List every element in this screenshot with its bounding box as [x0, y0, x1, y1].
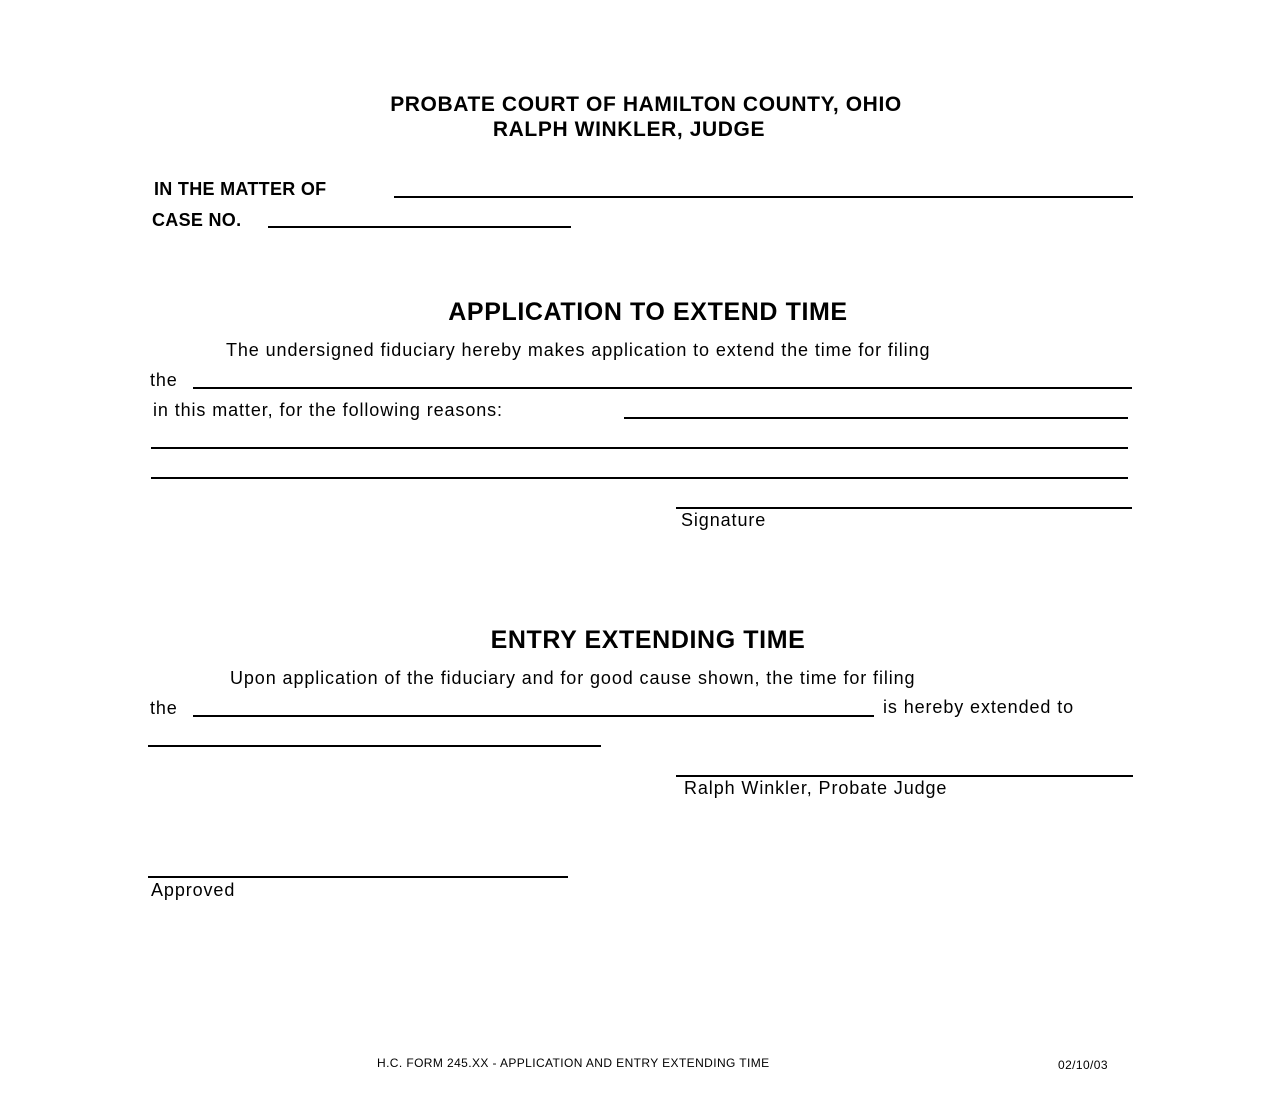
- judge-name: RALPH WINKLER, JUDGE: [492, 118, 766, 141]
- judge-signature-label: Ralph Winkler, Probate Judge: [684, 778, 948, 798]
- entry-the-label: the: [150, 698, 178, 718]
- case-number-field[interactable]: [268, 226, 571, 228]
- signature-label: Signature: [681, 510, 767, 530]
- application-the-label: the: [150, 370, 178, 390]
- extended-label: is hereby extended to: [883, 697, 1075, 717]
- filing-item-field[interactable]: [193, 387, 1132, 389]
- application-title: APPLICATION TO EXTEND TIME: [448, 298, 848, 326]
- reasons-field-line-3[interactable]: [151, 477, 1128, 479]
- court-name: PROBATE COURT OF HAMILTON COUNTY, OHIO: [390, 93, 902, 116]
- reasons-field-line-1[interactable]: [624, 417, 1128, 419]
- form-identifier: H.C. FORM 245.XX - APPLICATION AND ENTRY EXTENDING TIME: [377, 1056, 770, 1070]
- matter-label: IN THE MATTER OF: [154, 179, 327, 199]
- application-text: The undersigned fiduciary hereby makes application to extend the time for filing: [226, 340, 931, 360]
- matter-name-field[interactable]: [394, 196, 1133, 198]
- approved-label: Approved: [151, 880, 236, 900]
- approved-signature-field[interactable]: [148, 876, 568, 878]
- entry-text: Upon application of the fiduciary and for good cause shown, the time for filing: [230, 668, 916, 688]
- reasons-label: in this matter, for the following reasons:: [153, 400, 503, 420]
- entry-filing-item-field[interactable]: [193, 715, 874, 717]
- fiduciary-signature-field[interactable]: [676, 507, 1132, 509]
- case-number-label: CASE NO.: [152, 210, 242, 230]
- reasons-field-line-2[interactable]: [151, 447, 1128, 449]
- judge-signature-field[interactable]: [676, 775, 1133, 777]
- entry-title: ENTRY EXTENDING TIME: [490, 626, 806, 654]
- form-date: 02/10/03: [1058, 1058, 1108, 1072]
- extended-date-field[interactable]: [148, 745, 601, 747]
